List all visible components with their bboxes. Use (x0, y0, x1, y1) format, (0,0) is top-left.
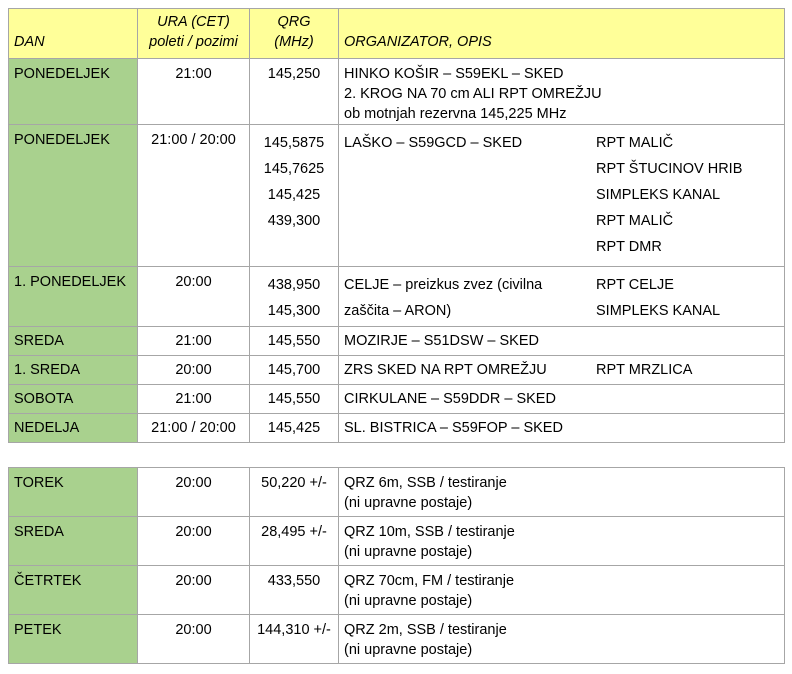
qrg-cell: 50,220 +/- (250, 468, 339, 517)
header-time-line2: poleti / pozimi (149, 34, 238, 50)
time-cell: 20:00 (138, 356, 250, 385)
description-line: QRZ 6m, SSB / testiranje (344, 475, 507, 491)
repeater-note: RPT CELJE (596, 277, 674, 293)
header-time (138, 9, 250, 59)
qrg-value: 439,300 (267, 213, 321, 229)
qrg-value: 145,300 (267, 303, 321, 319)
qrg-value: 145,7625 (263, 161, 325, 177)
time-cell: 21:00 (138, 385, 250, 414)
qrz-testing-table (8, 467, 785, 664)
header-qrg-line2: (MHz) (274, 34, 314, 50)
description-cell (339, 517, 785, 566)
table-row (9, 125, 785, 267)
qrg-cell (250, 125, 339, 267)
description-cell (339, 356, 785, 385)
repeater-note: SIMPLEKS KANAL (596, 187, 721, 203)
day-cell: PETEK (9, 615, 138, 664)
time-cell: 20:00 (138, 267, 250, 327)
time-cell: 20:00 (138, 566, 250, 615)
sked-schedule-table (8, 8, 785, 443)
qrg-cell: 145,550 (250, 327, 339, 356)
description-cell (339, 566, 785, 615)
time-cell: 21:00 / 20:00 (138, 414, 250, 443)
day-cell: 1. PONEDELJEK (9, 267, 138, 327)
description-cell (339, 468, 785, 517)
day-cell: PONEDELJEK (9, 125, 138, 267)
qrg-cell: 145,425 (250, 414, 339, 443)
qrg-cell: 145,550 (250, 385, 339, 414)
day-cell: 1. SREDA (9, 356, 138, 385)
day-cell: ČETRTEK (9, 566, 138, 615)
table-row (9, 517, 785, 566)
qrg-value: 145,5875 (263, 135, 325, 151)
time-cell: 20:00 (138, 615, 250, 664)
description-line: (ni upravne postaje) (344, 642, 473, 658)
table-row (9, 59, 785, 125)
repeater-note: SIMPLEKS KANAL (596, 303, 721, 319)
qrg-cell: 145,700 (250, 356, 339, 385)
qrg-cell (250, 267, 339, 327)
table-row (9, 356, 785, 385)
day-cell: PONEDELJEK (9, 59, 138, 125)
description-line: ob motnjah rezervna 145,225 MHz (344, 106, 567, 122)
qrg-cell: 433,550 (250, 566, 339, 615)
description-cell: CIRKULANE – S59DDR – SKED (339, 385, 785, 414)
table-row (9, 566, 785, 615)
qrg-value: 145,425 (267, 187, 321, 203)
time-cell: 21:00 (138, 59, 250, 125)
repeater-note: RPT ŠTUCINOV HRIB (596, 161, 743, 177)
repeater-note: RPT MRZLICA (596, 362, 693, 378)
description-line: CELJE – preizkus zvez (civilna (344, 277, 543, 293)
header-organizer: ORGANIZATOR, OPIS (339, 9, 785, 59)
description-line: QRZ 2m, SSB / testiranje (344, 622, 507, 638)
table-row (9, 468, 785, 517)
day-cell: SREDA (9, 327, 138, 356)
header-qrg (250, 9, 339, 59)
qrg-cell: 28,495 +/- (250, 517, 339, 566)
day-cell: SOBOTA (9, 385, 138, 414)
qrg-cell: 145,250 (250, 59, 339, 125)
repeater-note: RPT DMR (596, 239, 662, 255)
table-row (9, 385, 785, 414)
repeater-note: RPT MALIČ (596, 213, 674, 229)
description-line: zaščita – ARON) (344, 303, 452, 319)
description-cell (339, 615, 785, 664)
description-line: LAŠKO – S59GCD – SKED (344, 135, 523, 151)
description-cell (339, 59, 785, 125)
description-cell: SL. BISTRICA – S59FOP – SKED (339, 414, 785, 443)
description-line: (ni upravne postaje) (344, 495, 473, 511)
day-cell: NEDELJA (9, 414, 138, 443)
qrg-cell: 144,310 +/- (250, 615, 339, 664)
qrg-value: 438,950 (267, 277, 321, 293)
day-cell: TOREK (9, 468, 138, 517)
description-line: 2. KROG NA 70 cm ALI RPT OMREŽJU (344, 86, 602, 102)
time-cell: 21:00 / 20:00 (138, 125, 250, 267)
description-line: (ni upravne postaje) (344, 544, 473, 560)
description-cell (339, 125, 785, 267)
time-cell: 20:00 (138, 468, 250, 517)
time-cell: 21:00 (138, 327, 250, 356)
description-line: ZRS SKED NA RPT OMREŽJU (344, 362, 547, 378)
table-row (9, 327, 785, 356)
header-time-line1: URA (CET) (157, 14, 230, 30)
description-line: QRZ 10m, SSB / testiranje (344, 524, 515, 540)
description-cell (339, 267, 785, 327)
header-day: DAN (9, 9, 138, 59)
repeater-note: RPT MALIČ (596, 135, 674, 151)
header-qrg-line1: QRG (277, 14, 311, 30)
time-cell: 20:00 (138, 517, 250, 566)
description-line: (ni upravne postaje) (344, 593, 473, 609)
day-cell: SREDA (9, 517, 138, 566)
table-row (9, 615, 785, 664)
description-cell: MOZIRJE – S51DSW – SKED (339, 327, 785, 356)
description-line: QRZ 70cm, FM / testiranje (344, 573, 515, 589)
table-row (9, 414, 785, 443)
description-line: HINKO KOŠIR – S59EKL – SKED (344, 66, 564, 82)
table-row (9, 267, 785, 327)
header-row (9, 9, 785, 59)
